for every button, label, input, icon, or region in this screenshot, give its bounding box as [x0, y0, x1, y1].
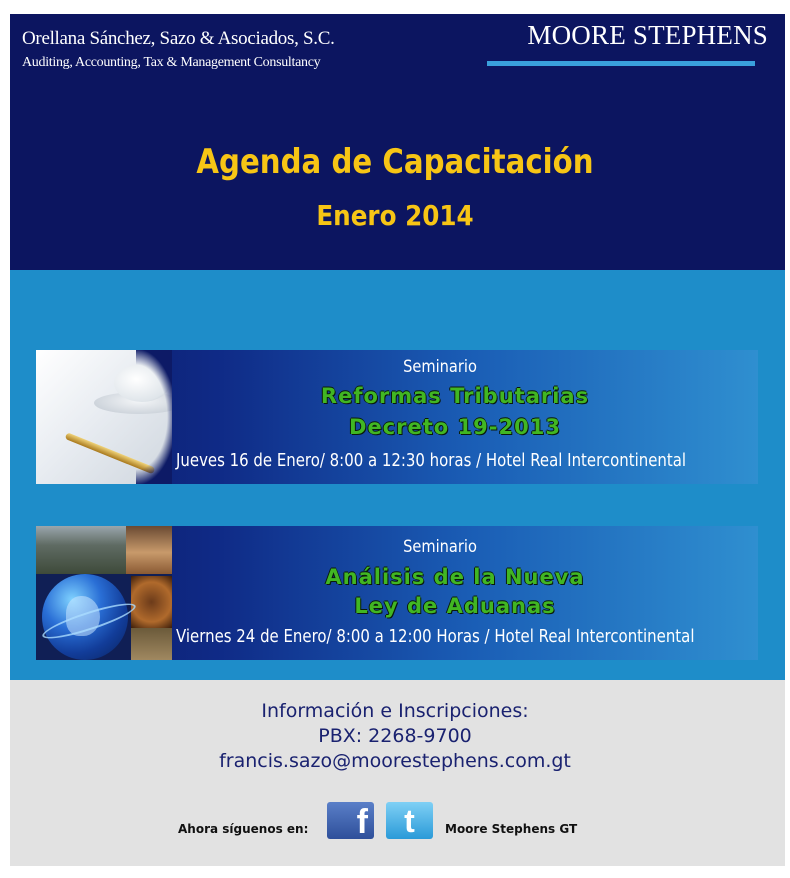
photo-fade — [136, 350, 172, 484]
facebook-icon[interactable]: f — [327, 802, 374, 839]
globe-and-trade-collage — [36, 526, 172, 660]
seminar-2-label: Seminario — [403, 537, 477, 557]
brand-logo-text: MOORE STEPHENS — [527, 20, 768, 50]
sacks-photo-tile — [131, 628, 172, 660]
social-account-name: Moore Stephens GT — [445, 822, 578, 836]
seminar-1-label: Seminario — [403, 357, 477, 377]
page-subtitle: Enero 2014 — [316, 199, 474, 232]
brand-underline — [487, 61, 755, 66]
seminar-2-title-line1: Análisis de la Nueva — [325, 565, 585, 589]
page-title: Agenda de Capacitación — [196, 142, 594, 182]
coffee-photo-tile — [131, 576, 172, 628]
seminar-2-detail: Viernes 24 de Enero/ 8:00 a 12:00 Horas / Hotel Real Intercontinental — [176, 626, 695, 647]
pbx-phone: PBX: 2268-9700 — [318, 725, 472, 747]
twitter-icon[interactable]: t — [386, 802, 433, 839]
seminar-1-title-line1: Reformas Tributarias — [320, 384, 590, 408]
firm-name: Orellana Sánchez, Sazo & Asociados, S.C. — [22, 28, 335, 49]
port-photo-tile — [36, 526, 126, 574]
contact-email-link[interactable]: francis.sazo@moorestephens.com.gt — [219, 750, 571, 772]
seminar-2-title-line2: Ley de Aduanas — [354, 594, 556, 618]
seminar-1-title-line2: Decreto 19-2013 — [349, 415, 561, 439]
seminar-1-detail: Jueves 16 de Enero/ 8:00 a 12:30 horas / Hotel Real Intercontinental — [176, 450, 687, 471]
goods-photo-tile — [126, 526, 172, 574]
info-heading: Información e Inscripciones: — [261, 700, 529, 722]
firm-services: Auditing, Accounting, Tax & Management Consultancy — [22, 55, 321, 70]
pen-and-cup-photo — [36, 350, 172, 484]
follow-label: Ahora síguenos en: — [178, 822, 309, 836]
